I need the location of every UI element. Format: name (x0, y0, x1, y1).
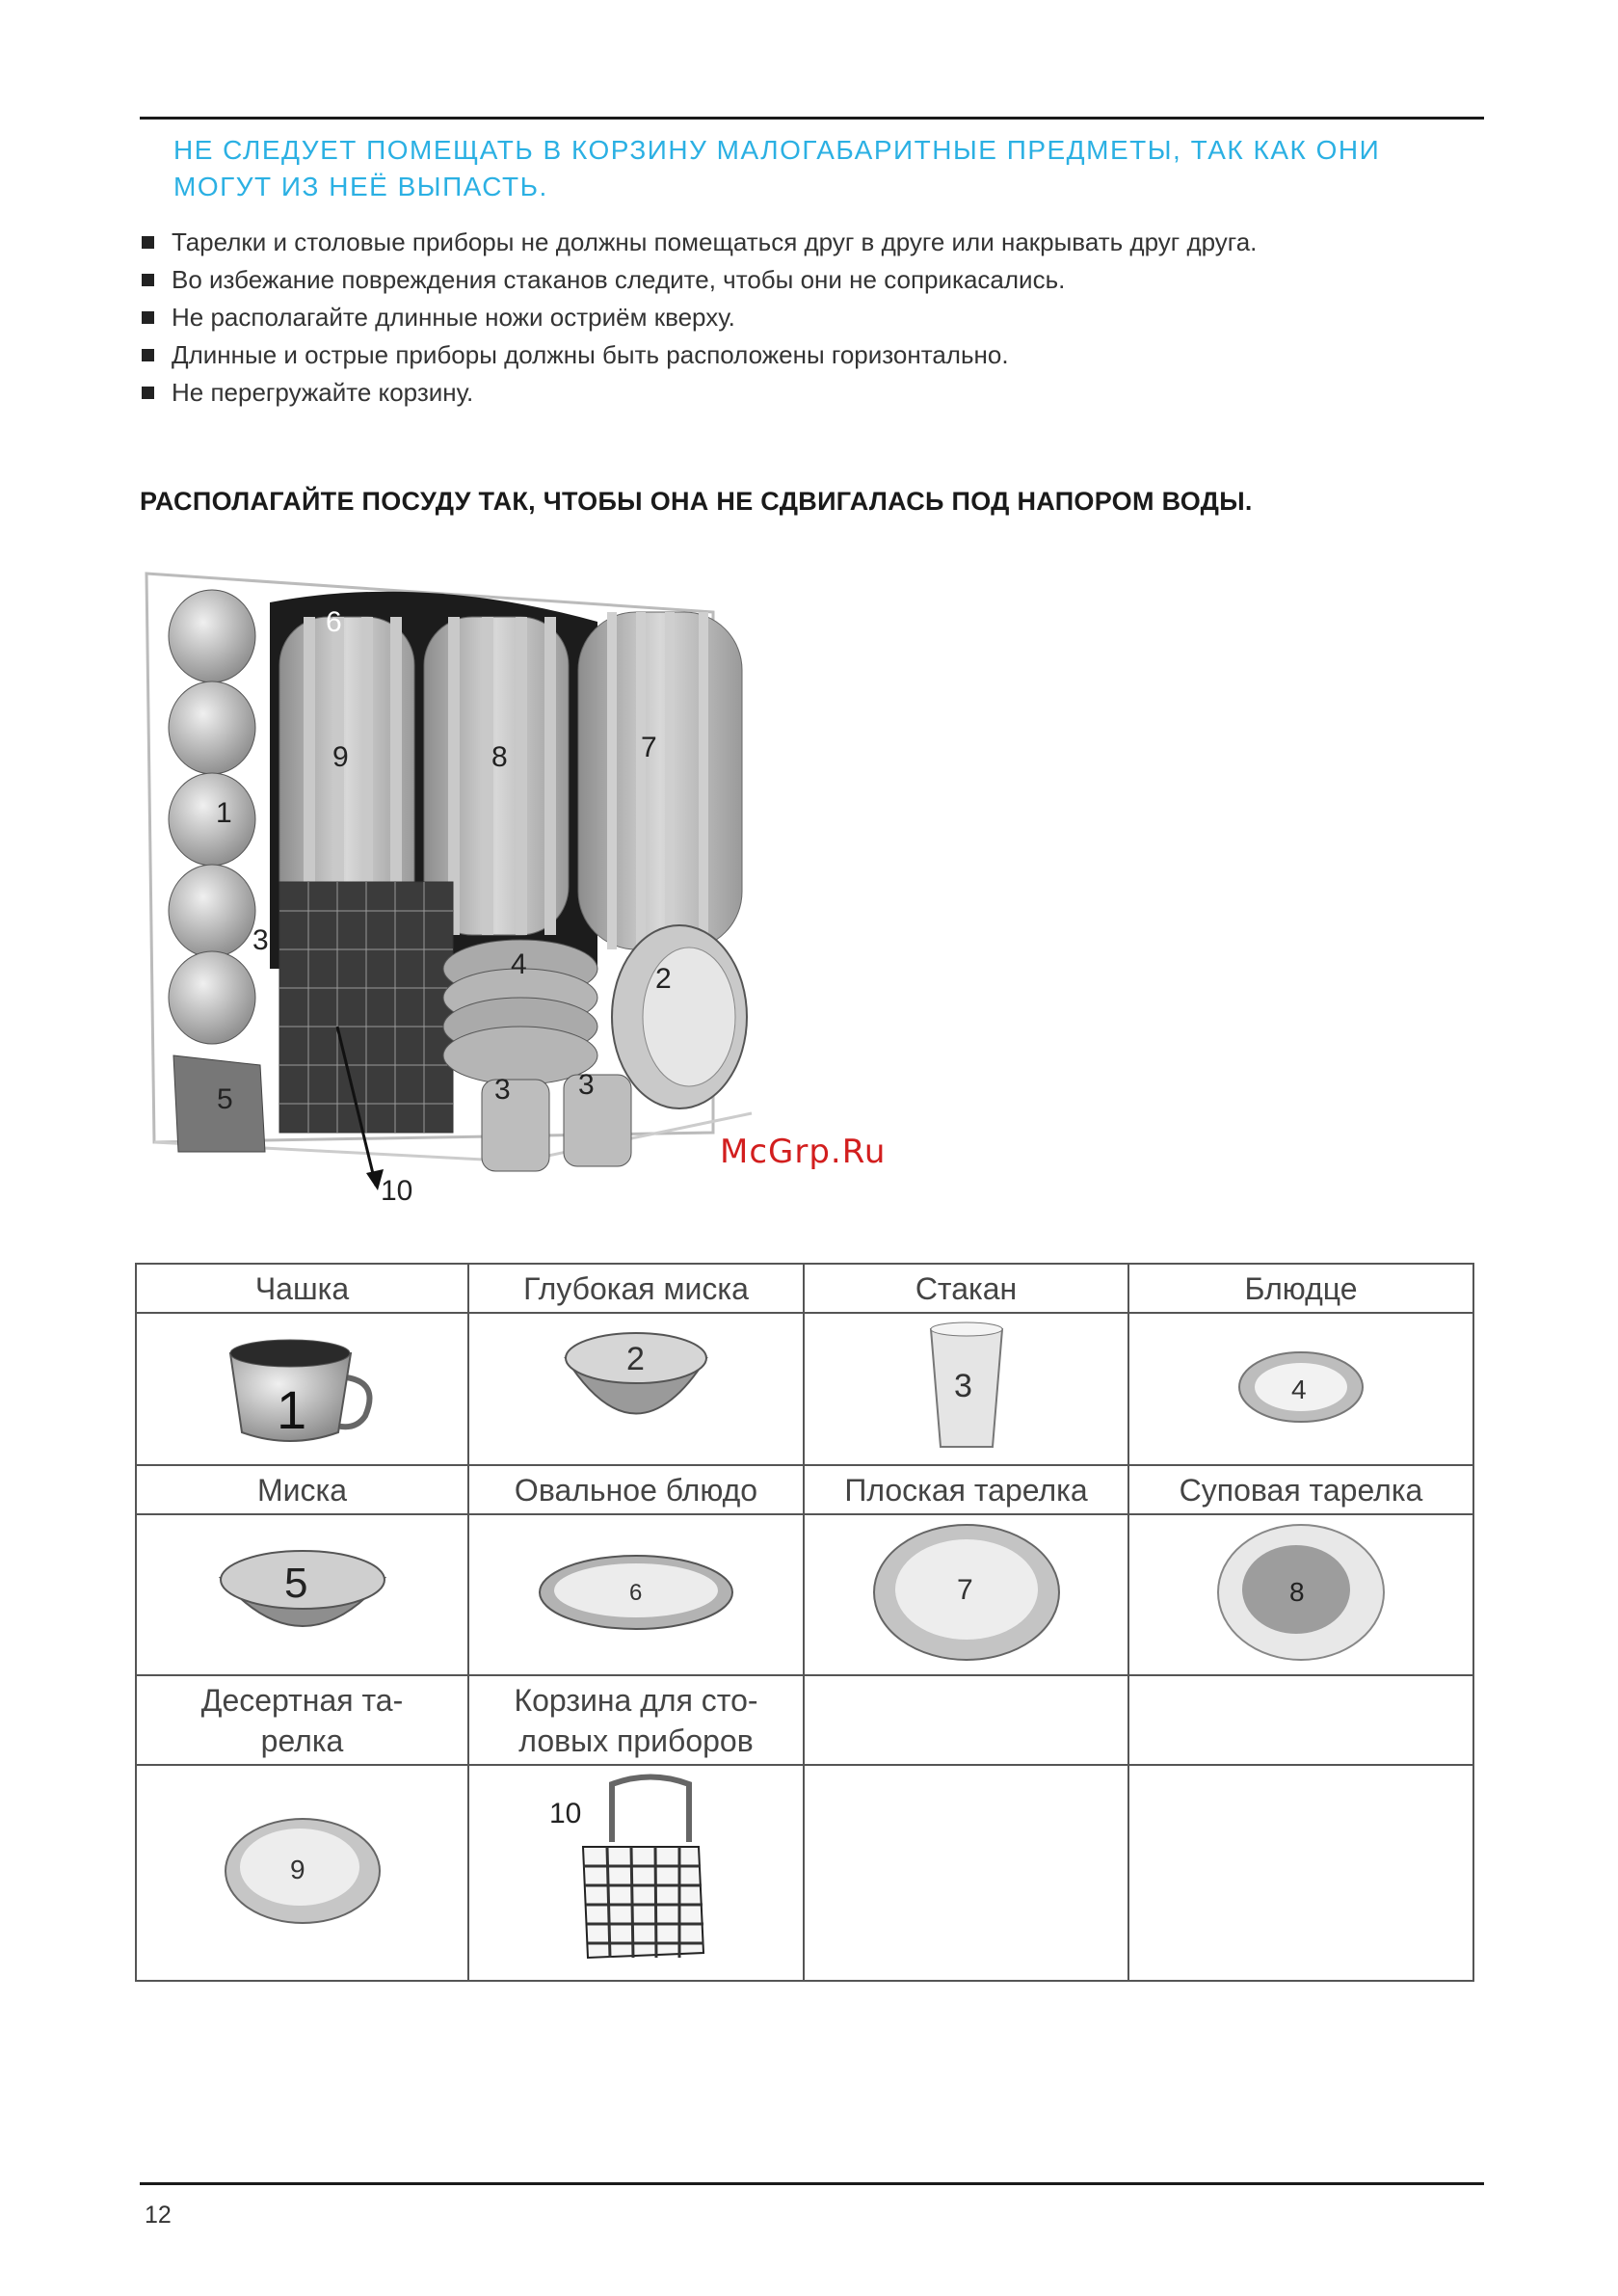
empty-cell (804, 1675, 1128, 1765)
bowl-icon (211, 1539, 394, 1645)
svg-text:9: 9 (289, 1854, 305, 1884)
svg-text:3: 3 (953, 1367, 972, 1404)
soup-plate-icon (1214, 1520, 1388, 1665)
dessert-plate-icon (221, 1813, 385, 1929)
item-label: Корзина для сто- ловых приборов (468, 1675, 804, 1765)
bullet-square-icon (142, 236, 154, 249)
svg-text:8: 8 (1289, 1577, 1305, 1607)
svg-text:6: 6 (629, 1580, 643, 1606)
cutlery-basket (279, 882, 453, 1133)
svg-text:4: 4 (1291, 1374, 1307, 1404)
watermark: McGrp.Ru (720, 1133, 887, 1171)
glass-icon (914, 1320, 1020, 1455)
item-image-cell (136, 1514, 468, 1675)
svg-text:5: 5 (283, 1560, 307, 1607)
item-image-cell (1128, 1313, 1473, 1465)
bullet-square-icon (142, 349, 154, 361)
svg-text:10: 10 (549, 1797, 582, 1829)
cutlery-basket-icon (544, 1770, 728, 1972)
figure-label: 3 (494, 1074, 511, 1106)
dishware-table (135, 1263, 1474, 1982)
top-rule (140, 117, 1484, 120)
flat-plates (578, 612, 742, 949)
page-number: 12 (145, 2202, 172, 2229)
list-item: Тарелки и столовые приборы не должны помещаться друг в друге или накрывать друг друга. (140, 224, 1489, 261)
empty-cell (804, 1765, 1128, 1981)
item-label: Суповая тарелка (1128, 1465, 1473, 1514)
svg-text:1: 1 (276, 1378, 306, 1440)
section-heading: РАСПОЛАГАЙТЕ ПОСУДУ ТАК, ЧТОБЫ ОНА НЕ СДВИГАЛАСЬ ПОД НАПОРОМ ВОДЫ. (140, 487, 1253, 516)
item-image-cell (1128, 1514, 1473, 1675)
empty-cell (1128, 1675, 1473, 1765)
figure-label: 3 (578, 1069, 595, 1101)
item-label: Блюдце (1128, 1264, 1473, 1313)
empty-cell (1128, 1765, 1473, 1981)
figure-label: 4 (511, 948, 527, 980)
cup-icon (221, 1324, 385, 1450)
item-image-cell (468, 1313, 804, 1465)
figure-label: 3 (252, 924, 269, 956)
item-label: Плоская тарелка (804, 1465, 1128, 1514)
list-item: Не располагайте длинные ножи остриём кверху. (140, 299, 1489, 336)
item-image-cell (136, 1765, 468, 1981)
bullet-square-icon (142, 311, 154, 324)
bullet-square-icon (142, 274, 154, 286)
loaded-basket-illustration (135, 564, 790, 1210)
saucer-icon (1233, 1344, 1368, 1430)
item-image-cell (468, 1765, 804, 1981)
list-item: Не перегружайте корзину. (140, 374, 1489, 412)
bottom-rule (140, 2182, 1484, 2185)
figure-label: 9 (332, 741, 349, 773)
oval-dish-icon (535, 1549, 737, 1636)
figure-label: 8 (491, 741, 508, 773)
warning-notice: НЕ СЛЕДУЕТ ПОМЕЩАТЬ В КОРЗИНУ МАЛОГАБАРИТНЫЕ ПРЕДМЕТЫ, ТАК КАК ОНИ МОГУТ ИЗ НЕЁ ВЫПАСТЬ. (173, 135, 1381, 201)
figure-label: 5 (217, 1083, 233, 1115)
bullet-square-icon (142, 387, 154, 399)
list-item: Во избежание повреждения стаканов следите, чтобы они не соприкасались. (140, 261, 1489, 299)
item-image-cell (804, 1313, 1128, 1465)
list-item: Длинные и острые приборы должны быть расположены горизонтально. (140, 336, 1489, 374)
cups (169, 590, 255, 1044)
svg-text:2: 2 (626, 1340, 645, 1377)
rules-list (140, 224, 1489, 412)
figure-label: 1 (216, 797, 232, 829)
figure-label: 10 (381, 1175, 413, 1207)
item-label: Глубокая миска (468, 1264, 804, 1313)
item-label: Чашка (136, 1264, 468, 1313)
item-label: Десертная та- релка (136, 1675, 468, 1765)
item-image-cell (136, 1313, 468, 1465)
item-label: Миска (136, 1465, 468, 1514)
figure-label: 6 (326, 606, 342, 638)
item-image-cell (804, 1514, 1128, 1675)
flat-plate-icon (870, 1520, 1063, 1665)
item-label: Стакан (804, 1264, 1128, 1313)
item-image-cell (468, 1514, 804, 1675)
item-label: Овальное блюдо (468, 1465, 804, 1514)
figure-label: 7 (641, 732, 657, 763)
deep-bowl-icon (554, 1324, 718, 1450)
figure-label: 2 (655, 963, 672, 995)
svg-text:7: 7 (956, 1574, 973, 1606)
